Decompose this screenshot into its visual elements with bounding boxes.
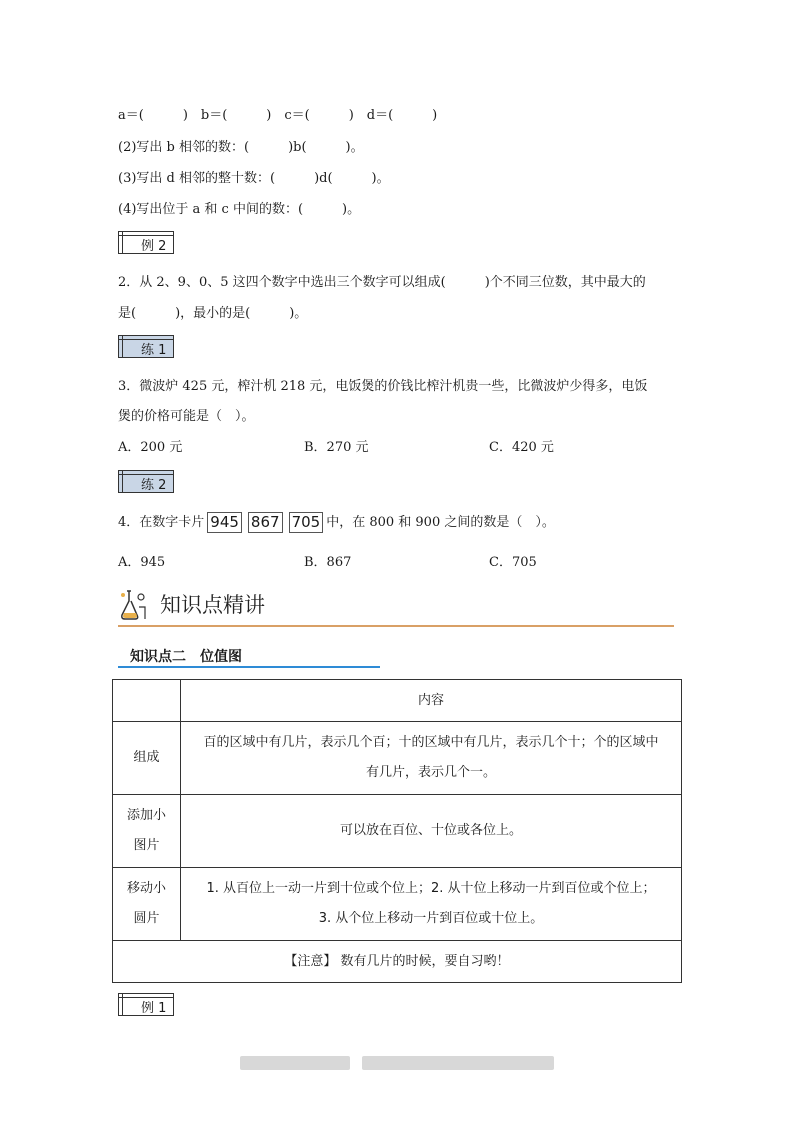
- example-2-label: 例 2: [141, 239, 167, 254]
- header-content-cell: 内容: [181, 680, 682, 722]
- row1-line2: 有几片，表示几个一。: [365, 765, 496, 780]
- number-card-945: 945: [207, 512, 242, 533]
- q1-sub2: (2)写出 b 相邻的数：( )b( )。: [118, 140, 364, 155]
- q4-option-c: C．705: [489, 555, 537, 570]
- q4-option-b: B．867: [304, 555, 352, 570]
- q4-suffix: 中，在 800 和 900 之间的数是（ ）。: [326, 515, 555, 530]
- q4-prefix: 4．在数字卡片: [118, 515, 205, 530]
- table-row: [113, 722, 682, 795]
- row2-label: [113, 795, 181, 868]
- row3-line2: 3. 从个位上移动一片到百位或十位上。: [318, 911, 544, 926]
- q3-option-c: C．420 元: [489, 440, 554, 455]
- section-divider: [118, 625, 674, 627]
- example-2-tag: [118, 231, 174, 254]
- flask-icon: [117, 587, 149, 623]
- practice-1-tag: [118, 335, 174, 358]
- q1-blanks-line: a＝( ) b＝( ) c＝( ) d＝( ): [118, 108, 438, 123]
- row1-label: 组成: [113, 722, 181, 795]
- row2-content: 可以放在百位、十位或各位上。: [181, 795, 682, 868]
- number-card-867: 867: [248, 512, 283, 533]
- q2-line1: 2．从 2、9、0、5 这四个数字中选出三个数字可以组成( )个不同三位数，其中最大的: [118, 275, 646, 290]
- table-row: [113, 795, 682, 868]
- knowledge-point-underline: [118, 666, 380, 668]
- footer-watermark: [362, 1056, 554, 1070]
- row3-label-line2: 圆片: [133, 911, 160, 926]
- number-card-705: 705: [289, 512, 324, 533]
- row2-label-line2: 图片: [133, 838, 160, 853]
- q4-line: [118, 511, 555, 533]
- q3-option-b: B．270 元: [304, 440, 369, 455]
- row3-content: [181, 868, 682, 941]
- practice-2-tag: [118, 470, 174, 493]
- q4-option-a: A．945: [118, 555, 166, 570]
- q3-line1: 3．微波炉 425 元，榨汁机 218 元，电饭煲的价钱比榨汁机贵一些，比微波炉少得多，电饭: [118, 379, 648, 394]
- q2-line2: 是( )，最小的是( )。: [118, 306, 308, 321]
- practice-2-label: 练 2: [141, 478, 167, 493]
- table-note-row: [113, 941, 682, 983]
- row3-label-line1: 移动小: [126, 881, 166, 896]
- knowledge-point-title: 知识点二 位值图: [130, 649, 242, 665]
- example-1-label: 例 1: [141, 1001, 167, 1016]
- q3-line2: 煲的价格可能是（ ）。: [118, 409, 255, 424]
- row2-label-line1: 添加小: [126, 808, 166, 823]
- table-row: [113, 868, 682, 941]
- q1-sub3: (3)写出 d 相邻的整十数：( )d( )。: [118, 171, 390, 186]
- row3-line1: 1. 从百位上一动一片到十位或个位上；2. 从十位上移动一片到百位或个位上；: [206, 881, 656, 896]
- footer-watermark: [240, 1056, 350, 1070]
- section-title: 知识点精讲: [160, 593, 265, 617]
- header-empty-cell: [113, 680, 181, 722]
- row3-label: [113, 868, 181, 941]
- table-note: 【注意】 数有几片的时候，要自习哟！: [113, 941, 682, 983]
- q1-sub4: (4)写出位于 a 和 c 中间的数：( )。: [118, 202, 361, 217]
- q3-option-a: A．200 元: [118, 440, 183, 455]
- practice-1-label: 练 1: [141, 343, 167, 358]
- table-header-row: [113, 680, 682, 722]
- row1-content: [181, 722, 682, 795]
- example-1-tag: [118, 993, 174, 1016]
- row1-line1: 百的区域中有几片，表示几个百；十的区域中有几片，表示几个十；个的区域中: [203, 735, 659, 750]
- place-value-table: [112, 679, 682, 983]
